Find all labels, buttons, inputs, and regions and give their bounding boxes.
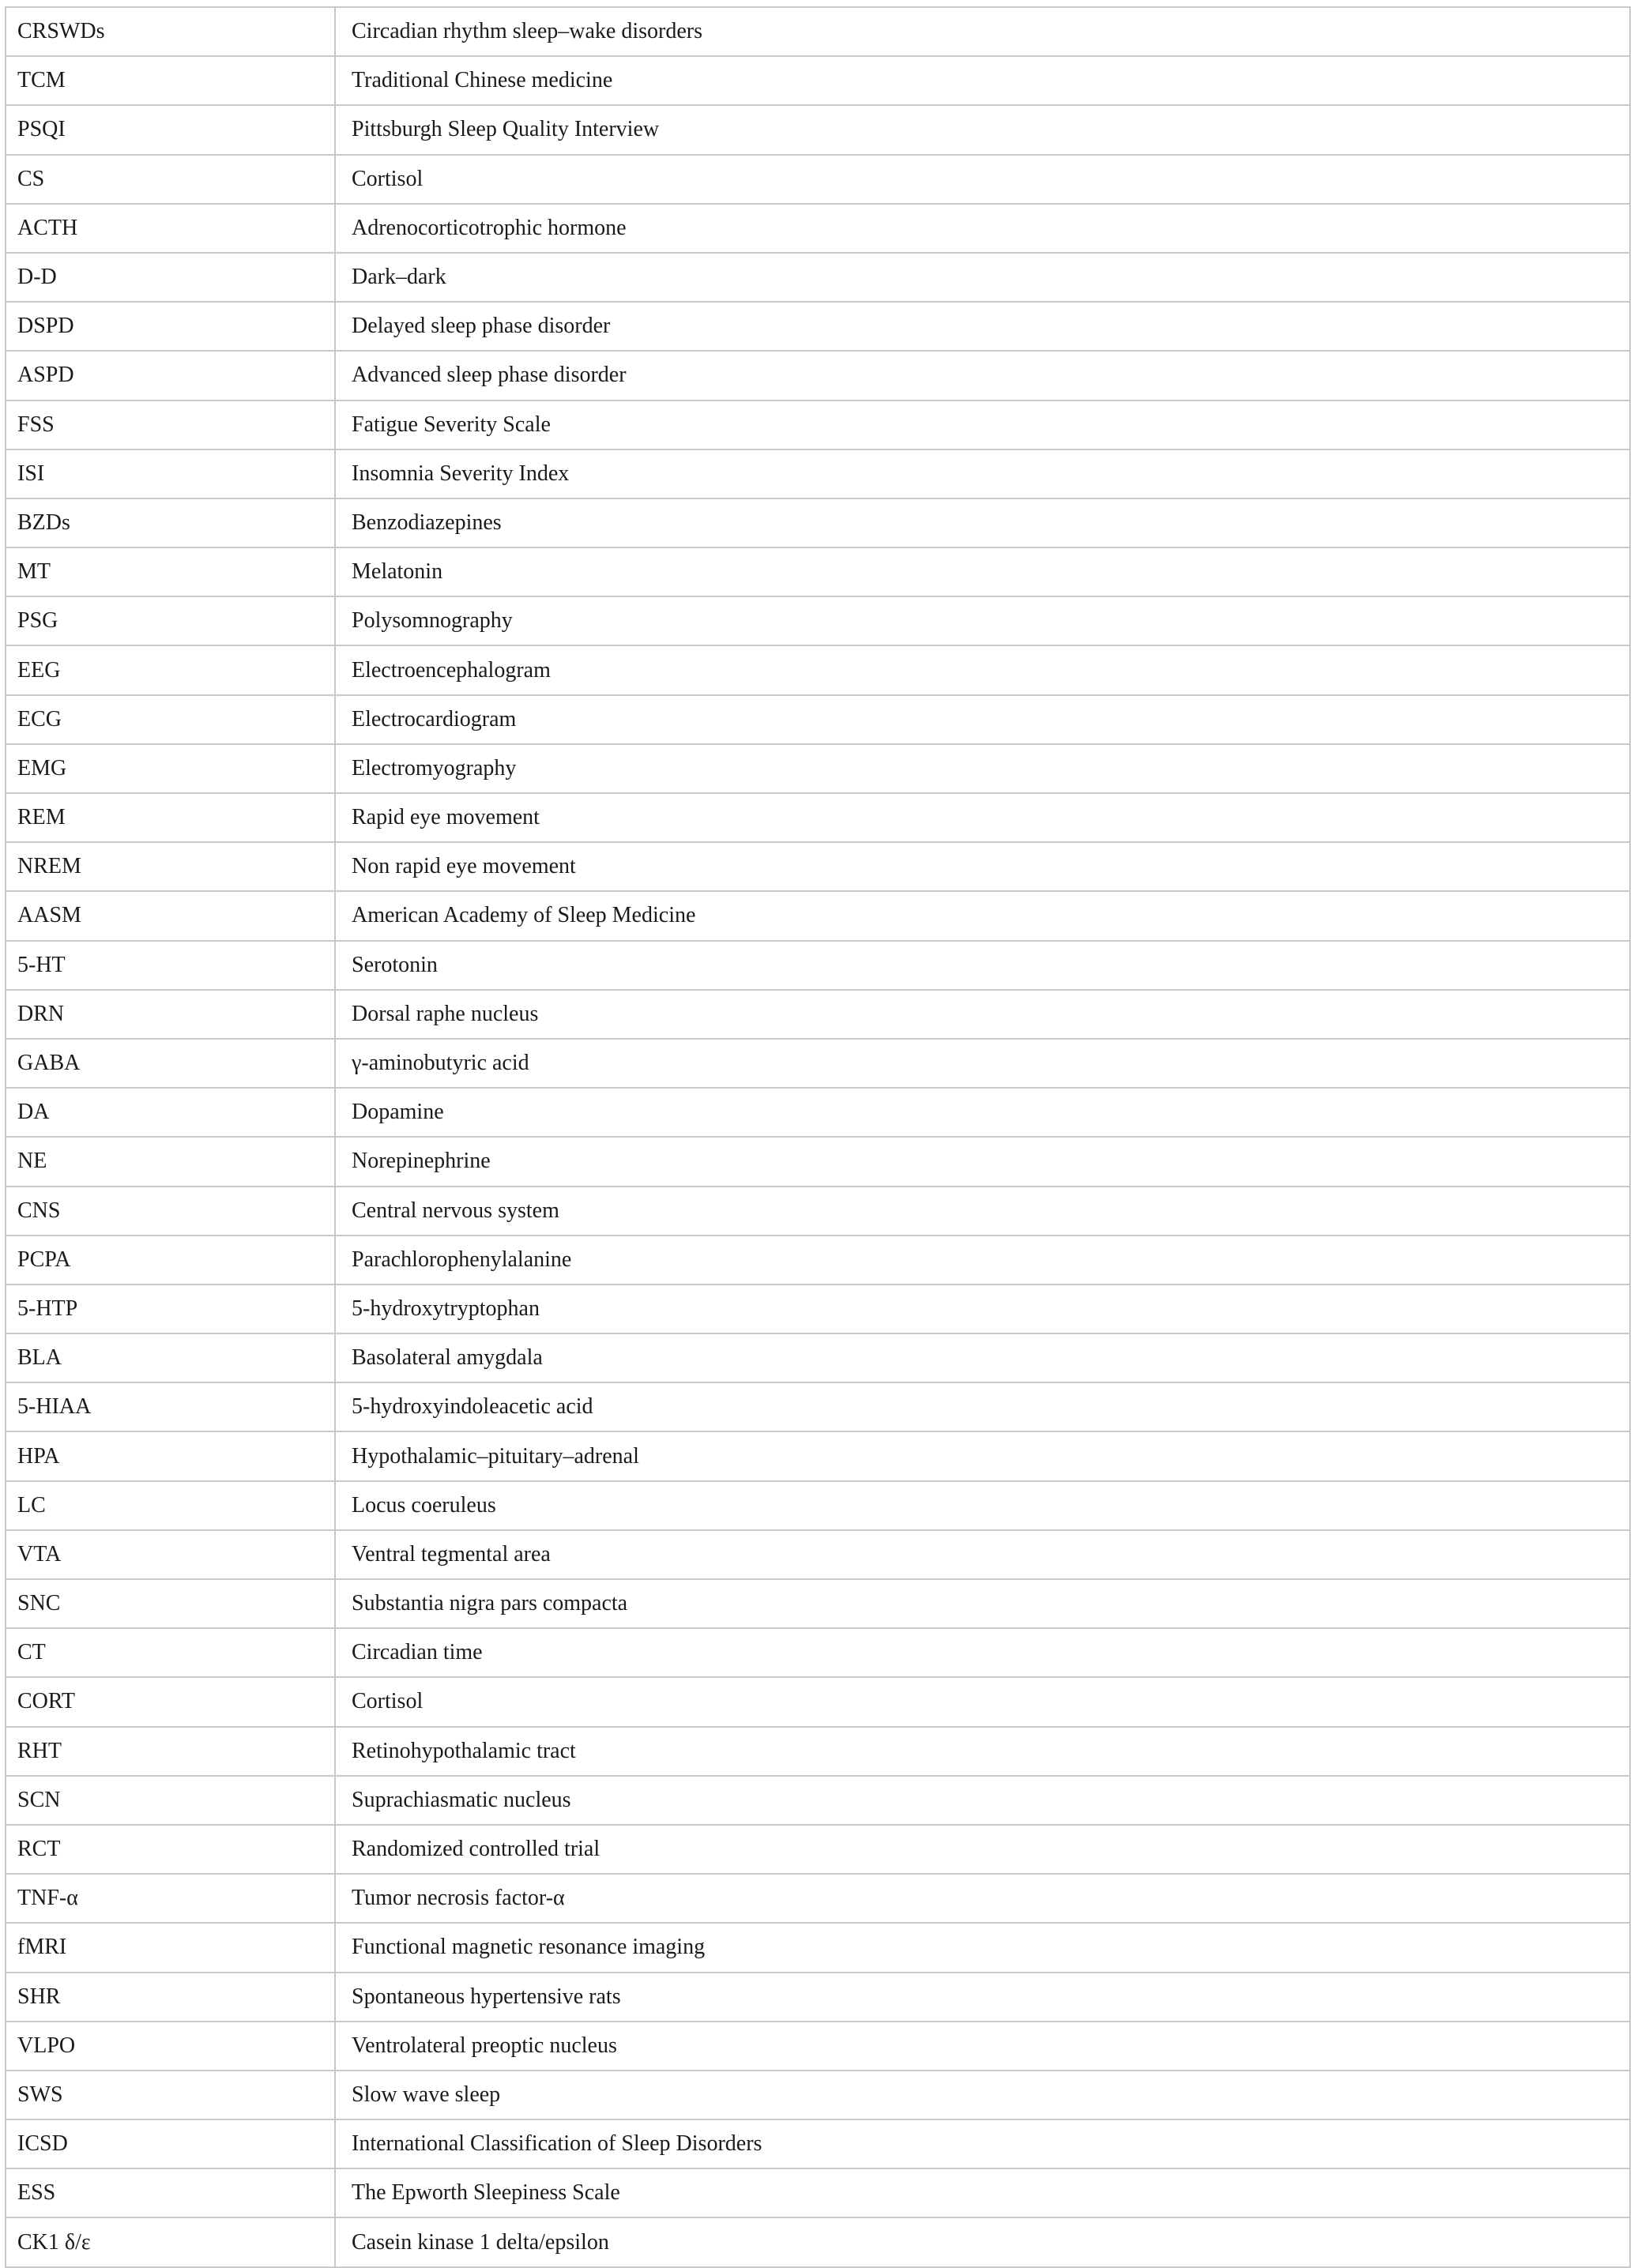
table-row <box>6 1481 1630 1530</box>
table-row <box>6 990 1630 1039</box>
definition-cell: Non rapid eye movement <box>335 842 1630 891</box>
abbreviation-cell: CORT <box>6 1677 335 1726</box>
definition-cell: 5-hydroxytryptophan <box>335 1284 1630 1333</box>
table-row <box>6 1825 1630 1874</box>
table-row <box>6 1382 1630 1431</box>
definition-cell: Serotonin <box>335 941 1630 990</box>
abbreviation-cell: EEG <box>6 645 335 694</box>
abbreviation-cell: PSQI <box>6 105 335 154</box>
abbreviation-cell: TCM <box>6 56 335 105</box>
definition-cell: Dopamine <box>335 1088 1630 1137</box>
definition-cell: International Classification of Sleep Disorders <box>335 2119 1630 2168</box>
definition-cell: Traditional Chinese medicine <box>335 56 1630 105</box>
table-row <box>6 1333 1630 1382</box>
definition-cell: Spontaneous hypertensive rats <box>335 1973 1630 2022</box>
table-row <box>6 105 1630 154</box>
table-row <box>6 1137 1630 1186</box>
table-row <box>6 793 1630 842</box>
table-row <box>6 1284 1630 1333</box>
abbreviation-cell: CRSWDs <box>6 7 335 56</box>
table-row <box>6 7 1630 56</box>
abbreviation-cell: VLPO <box>6 2022 335 2071</box>
definition-cell: Advanced sleep phase disorder <box>335 351 1630 400</box>
abbreviations-table-body <box>6 7 1630 2267</box>
definition-cell: Locus coeruleus <box>335 1481 1630 1530</box>
definition-cell: Tumor necrosis factor-α <box>335 1874 1630 1923</box>
abbreviation-cell: RHT <box>6 1727 335 1776</box>
definition-cell: Slow wave sleep <box>335 2071 1630 2119</box>
table-row <box>6 1727 1630 1776</box>
definition-cell: Cortisol <box>335 155 1630 204</box>
definition-cell: Electromyography <box>335 744 1630 793</box>
table-row <box>6 2119 1630 2168</box>
table-row <box>6 2217 1630 2266</box>
table-row <box>6 1431 1630 1480</box>
definition-cell: Pittsburgh Sleep Quality Interview <box>335 105 1630 154</box>
definition-cell: Electroencephalogram <box>335 645 1630 694</box>
definition-cell: 5-hydroxyindoleacetic acid <box>335 1382 1630 1431</box>
abbreviation-cell: SNC <box>6 1579 335 1628</box>
abbreviation-cell: SWS <box>6 2071 335 2119</box>
definition-cell: Basolateral amygdala <box>335 1333 1630 1382</box>
abbreviations-table <box>5 6 1631 2268</box>
definition-cell: Fatigue Severity Scale <box>335 401 1630 449</box>
table-row <box>6 1187 1630 1236</box>
table-row <box>6 449 1630 498</box>
table-row <box>6 1236 1630 1284</box>
abbreviation-cell: LC <box>6 1481 335 1530</box>
abbreviation-cell: ACTH <box>6 204 335 253</box>
definition-cell: Randomized controlled trial <box>335 1825 1630 1874</box>
abbreviation-cell: VTA <box>6 1530 335 1579</box>
definition-cell: Melatonin <box>335 547 1630 596</box>
definition-cell: Central nervous system <box>335 1187 1630 1236</box>
abbreviation-cell: PCPA <box>6 1236 335 1284</box>
abbreviation-cell: GABA <box>6 1039 335 1088</box>
abbreviation-cell: DA <box>6 1088 335 1137</box>
definition-cell: Ventrolateral preoptic nucleus <box>335 2022 1630 2071</box>
definition-cell: Cortisol <box>335 1677 1630 1726</box>
table-row <box>6 401 1630 449</box>
definition-cell: American Academy of Sleep Medicine <box>335 891 1630 940</box>
definition-cell: Adrenocorticotrophic hormone <box>335 204 1630 253</box>
definition-cell: Delayed sleep phase disorder <box>335 302 1630 351</box>
table-row <box>6 547 1630 596</box>
table-row <box>6 1973 1630 2022</box>
definition-cell: Polysomnography <box>335 596 1630 645</box>
abbreviation-cell: NE <box>6 1137 335 1186</box>
abbreviation-cell: AASM <box>6 891 335 940</box>
abbreviation-cell: CK1 δ/ε <box>6 2217 335 2266</box>
table-row <box>6 2071 1630 2119</box>
abbreviation-cell: TNF-α <box>6 1874 335 1923</box>
table-row <box>6 1039 1630 1088</box>
definition-cell: Circadian rhythm sleep–wake disorders <box>335 7 1630 56</box>
abbreviation-cell: DSPD <box>6 302 335 351</box>
definition-cell: The Epworth Sleepiness Scale <box>335 2168 1630 2217</box>
table-row <box>6 695 1630 744</box>
table-row <box>6 351 1630 400</box>
definition-cell: Circadian time <box>335 1628 1630 1677</box>
abbreviation-cell: EMG <box>6 744 335 793</box>
abbreviation-cell: RCT <box>6 1825 335 1874</box>
abbreviation-cell: CS <box>6 155 335 204</box>
table-row <box>6 56 1630 105</box>
definition-cell: γ-aminobutyric acid <box>335 1039 1630 1088</box>
table-row <box>6 1088 1630 1137</box>
table-row <box>6 302 1630 351</box>
definition-cell: Substantia nigra pars compacta <box>335 1579 1630 1628</box>
abbreviation-cell: REM <box>6 793 335 842</box>
abbreviation-cell: SHR <box>6 1973 335 2022</box>
abbreviation-cell: ISI <box>6 449 335 498</box>
table-row <box>6 1530 1630 1579</box>
abbreviation-cell: CNS <box>6 1187 335 1236</box>
abbreviation-cell: ICSD <box>6 2119 335 2168</box>
abbreviation-cell: D-D <box>6 253 335 302</box>
table-row <box>6 2168 1630 2217</box>
table-row <box>6 253 1630 302</box>
definition-cell: Dorsal raphe nucleus <box>335 990 1630 1039</box>
definition-cell: Insomnia Severity Index <box>335 449 1630 498</box>
definition-cell: Ventral tegmental area <box>335 1530 1630 1579</box>
abbreviation-cell: SCN <box>6 1776 335 1825</box>
definition-cell: Benzodiazepines <box>335 498 1630 547</box>
abbreviation-cell: HPA <box>6 1431 335 1480</box>
abbreviation-cell: BZDs <box>6 498 335 547</box>
table-row <box>6 596 1630 645</box>
table-row <box>6 1923 1630 1972</box>
table-row <box>6 1874 1630 1923</box>
definition-cell: Electrocardiogram <box>335 695 1630 744</box>
table-row <box>6 2022 1630 2071</box>
table-row <box>6 1776 1630 1825</box>
table-row <box>6 204 1630 253</box>
table-row <box>6 1628 1630 1677</box>
table-row <box>6 842 1630 891</box>
table-row <box>6 941 1630 990</box>
abbreviation-cell: ECG <box>6 695 335 744</box>
abbreviation-cell: MT <box>6 547 335 596</box>
definition-cell: Suprachiasmatic nucleus <box>335 1776 1630 1825</box>
definition-cell: Dark–dark <box>335 253 1630 302</box>
abbreviation-cell: PSG <box>6 596 335 645</box>
table-row <box>6 1677 1630 1726</box>
abbreviation-cell: CT <box>6 1628 335 1677</box>
definition-cell: Functional magnetic resonance imaging <box>335 1923 1630 1972</box>
abbreviation-cell: NREM <box>6 842 335 891</box>
abbreviation-cell: ASPD <box>6 351 335 400</box>
abbreviation-cell: FSS <box>6 401 335 449</box>
abbreviation-cell: 5-HIAA <box>6 1382 335 1431</box>
table-row <box>6 891 1630 940</box>
abbreviation-cell: fMRI <box>6 1923 335 1972</box>
abbreviation-cell: 5-HTP <box>6 1284 335 1333</box>
abbreviation-cell: 5-HT <box>6 941 335 990</box>
definition-cell: Rapid eye movement <box>335 793 1630 842</box>
definition-cell: Casein kinase 1 delta/epsilon <box>335 2217 1630 2266</box>
abbreviation-cell: BLA <box>6 1333 335 1382</box>
definition-cell: Parachlorophenylalanine <box>335 1236 1630 1284</box>
table-row <box>6 645 1630 694</box>
table-row <box>6 498 1630 547</box>
abbreviation-cell: DRN <box>6 990 335 1039</box>
definition-cell: Norepinephrine <box>335 1137 1630 1186</box>
table-row <box>6 1579 1630 1628</box>
table-row <box>6 744 1630 793</box>
definition-cell: Retinohypothalamic tract <box>335 1727 1630 1776</box>
table-row <box>6 155 1630 204</box>
definition-cell: Hypothalamic–pituitary–adrenal <box>335 1431 1630 1480</box>
abbreviation-cell: ESS <box>6 2168 335 2217</box>
